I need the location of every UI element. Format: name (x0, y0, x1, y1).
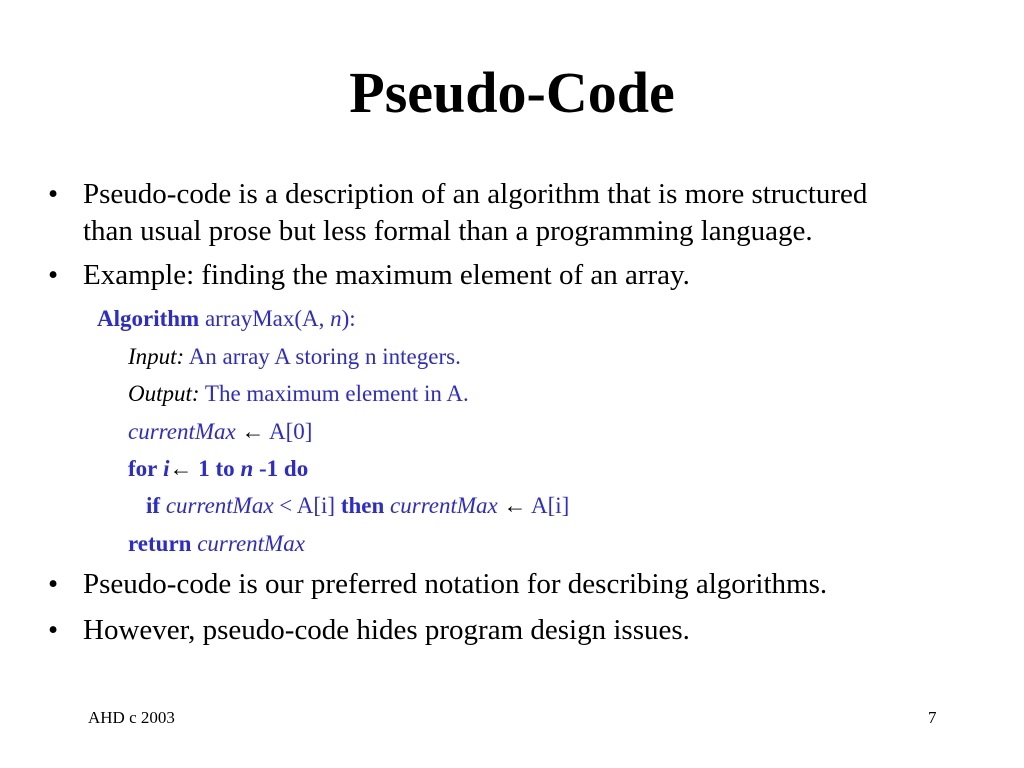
assign-arrow: ← (235, 419, 269, 444)
keyword-to: to (215, 456, 241, 481)
bullet-line-2: than usual prose but less formal than a programming language. (83, 215, 813, 247)
slide-title: Pseudo-Code (349, 60, 675, 125)
assign-value: A[0] (268, 419, 313, 444)
for-arrow: ← (169, 456, 199, 481)
return-var: currentMax (197, 531, 305, 556)
footer-copyright: AHD c 2003 (88, 708, 175, 727)
keyword-then: then (340, 493, 385, 518)
then-value: A[i] (531, 493, 570, 518)
code-return-line (128, 530, 305, 558)
code-output-line (128, 380, 469, 408)
keyword-return: return (128, 531, 192, 556)
keyword-if: if (146, 493, 161, 518)
bullet-dot: • (48, 568, 59, 600)
algorithm-param-n: n (330, 306, 342, 331)
keyword-for: for (128, 456, 158, 481)
algorithm-close: ): (341, 306, 356, 331)
then-var: currentMax (390, 493, 498, 518)
if-var: currentMax (165, 493, 274, 518)
keyword-do: do (283, 456, 309, 481)
code-if-line (146, 492, 569, 520)
bullet-line-1: Pseudo-code is a description of an algorithm that is more structured (83, 178, 868, 210)
input-label: Input: (128, 344, 185, 369)
for-n: n (240, 456, 254, 481)
bullet-text (83, 176, 867, 250)
bullet-dot: • (48, 259, 59, 291)
code-assign-line (128, 418, 312, 446)
then-arrow: ← (497, 493, 531, 518)
for-var: i (163, 456, 170, 481)
assign-var: currentMax (128, 419, 236, 444)
output-label: Output: (128, 381, 200, 406)
code-algorithm-line (97, 305, 356, 333)
code-input-line (128, 343, 461, 371)
bullet-text: Example: finding the maximum element of an array. (83, 259, 690, 291)
bullet-text: However, pseudo-code hides program design issues. (83, 614, 690, 646)
output-text: The maximum element in A. (199, 381, 469, 406)
input-text: An array A storing n integers. (184, 344, 461, 369)
slide-page-number: 7 (928, 708, 937, 727)
code-for-line (128, 455, 308, 483)
bullet-text: Pseudo-code is our preferred notation for describing algorithms. (83, 568, 828, 600)
for-end: -1 (253, 456, 284, 481)
if-condition: < A[i] (273, 493, 341, 518)
algorithm-name: arrayMax(A, (204, 306, 331, 331)
bullet-dot: • (48, 178, 59, 210)
for-start: 1 (198, 456, 216, 481)
keyword-algorithm: Algorithm (97, 306, 200, 331)
bullet-dot: • (48, 614, 59, 646)
